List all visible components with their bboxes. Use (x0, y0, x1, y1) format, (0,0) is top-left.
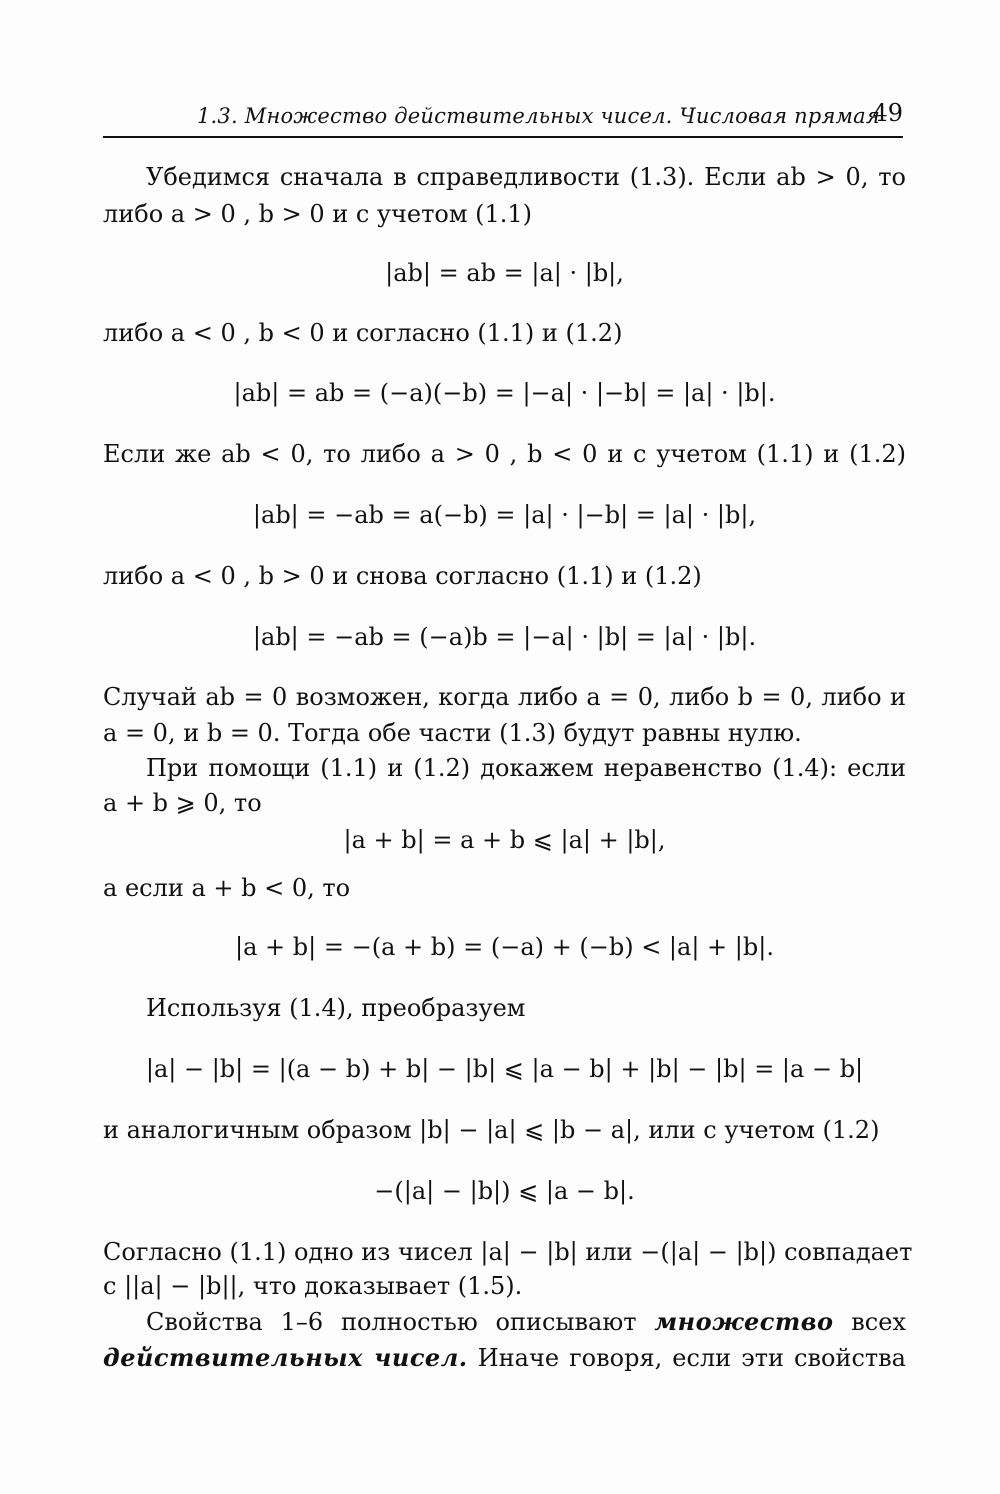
equation: |a| − |b| = |(a − b) + b| − |b| ⩽ |a − b| + |b| − |b| = |a − b| (145, 1055, 864, 1083)
text-line: и аналогичным образом |b| − |a| ⩽ |b − a|, или с учетом (1.2) (103, 1116, 880, 1144)
text-line: При помощи (1.1) и (1.2) докажем неравенство (1.4): если (146, 754, 906, 782)
equation: |a + b| = −(a + b) = (−a) + (−b) < |a| + |b|. (235, 933, 774, 961)
text-line: Если же ab < 0, то либо a > 0 , b < 0 и с учетом (1.1) и (1.2) (103, 440, 906, 468)
emphasis-term: множество (654, 1307, 834, 1336)
text-line: Согласно (1.1) одно из чисел |a| − |b| или −(|a| − |b|) совпадает (103, 1238, 913, 1266)
equation: −(|a| − |b|) ⩽ |a − b|. (374, 1177, 635, 1205)
equation: |ab| = −ab = a(−b) = |a| · |−b| = |a| · |b|, (252, 501, 757, 529)
text-span: всех (851, 1308, 906, 1336)
text-line: a = 0, и b = 0. Тогда обе части (1.3) будут равны нулю. (103, 719, 802, 747)
header-title: 1.3. Множество действительных чисел. Числовая прямая (197, 104, 880, 128)
text-span: Иначе говоря, если эти свойства (477, 1344, 906, 1372)
page-number: 49 (872, 99, 903, 127)
text-line (103, 1341, 906, 1375)
emphasis-term: действительных чисел. (103, 1343, 468, 1372)
text-line: либо a < 0 , b > 0 и снова согласно (1.1) и (1.2) (103, 562, 702, 590)
text-line: либо a > 0 , b > 0 и с учетом (1.1) (103, 200, 533, 228)
text-line: Используя (1.4), преобразуем (146, 994, 526, 1022)
text-span: Свойства 1–6 полностью описывают (146, 1308, 637, 1336)
text-line: Случай ab = 0 возможен, когда либо a = 0, либо b = 0, либо и (103, 683, 906, 711)
text-line: Убедимся сначала в справедливости (1.3). Если ab > 0, то (146, 163, 906, 191)
equation: |ab| = ab = |a| · |b|, (385, 259, 624, 287)
text-line: a + b ⩾ 0, то (103, 789, 262, 817)
text-line: а если a + b < 0, то (103, 874, 351, 902)
text-line: с ||a| − |b||, что доказывает (1.5). (103, 1272, 523, 1300)
equation: |ab| = −ab = (−a)b = |−a| · |b| = |a| · |b|. (252, 623, 757, 651)
text-line (146, 1305, 906, 1339)
running-header (103, 96, 903, 138)
equation: |a + b| = a + b ⩽ |a| + |b|, (343, 826, 666, 854)
equation: |ab| = ab = (−a)(−b) = |−a| · |−b| = |a| · |b|. (233, 379, 776, 407)
text-line: либо a < 0 , b < 0 и согласно (1.1) и (1.2) (103, 319, 623, 347)
